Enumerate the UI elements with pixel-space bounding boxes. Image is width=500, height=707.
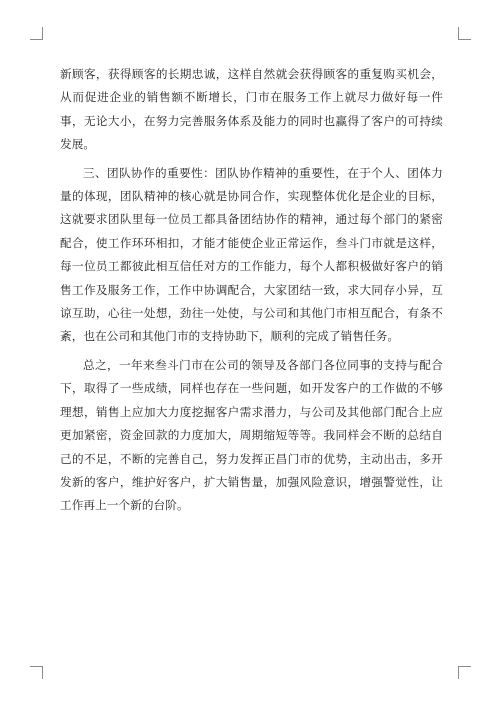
crop-mark-bottom-right [458, 666, 471, 679]
paragraph-2: 三、团队协作的重要性：团队协作精神的重要性，在于个人、团体力量的体现，团队精神的核心就是协同合作，实现整体优化是企业的目标，这就要求团队里每一位员工都具备团结协作的精神，通过每个部门的紧密配合，使工作环环相扣，才能才能使企业正常运作，叁斗门市就是这样，每一位员工都彼此相互信任对方的工作能力，每个人都积极做好客户的销售工作及服务工作，工作中协调配合，大家团结一致，求大同存小异，互谅互助，心往一处想，劲往一处使，与公司和其他门市相互配合，有条不紊，也在公司和其他门市的支持协助下，顺利的完成了销售任务。 [60, 165, 443, 344]
paragraph-3: 总之，一年来叁斗门市在公司的领导及各部门各位同事的支持与配合下，取得了一些成绩，同样也存在一些问题，如开发客户的工作做的不够理想，销售上应加大力度挖掘客户需求潜力，与公司及其他部门配合上应更加紧密，资金回款的力度加大，周期缩短等等。我同样会不断的总结自己的不足，不断的完善自己，努力发挥正昌门市的优势，主动出击，多开发新的客户，维护好客户，扩大销售量，加强风险意识，增强警觉性，让工作再上一个新的台阶。 [60, 357, 443, 513]
document-body [60, 63, 443, 523]
crop-mark-bottom-left [30, 666, 43, 679]
paragraph-1: 新顾客，获得顾客的长期忠诚，这样自然就会获得顾客的重复购买机会，从而促进企业的销售额不断增长，门市在服务工作上就尽力做好每一件事，无论大小，在努力完善服务体系及能力的同时也赢得了客户的可持续发展。 [60, 67, 443, 152]
crop-mark-top-left [30, 27, 43, 40]
crop-mark-top-right [458, 27, 471, 40]
